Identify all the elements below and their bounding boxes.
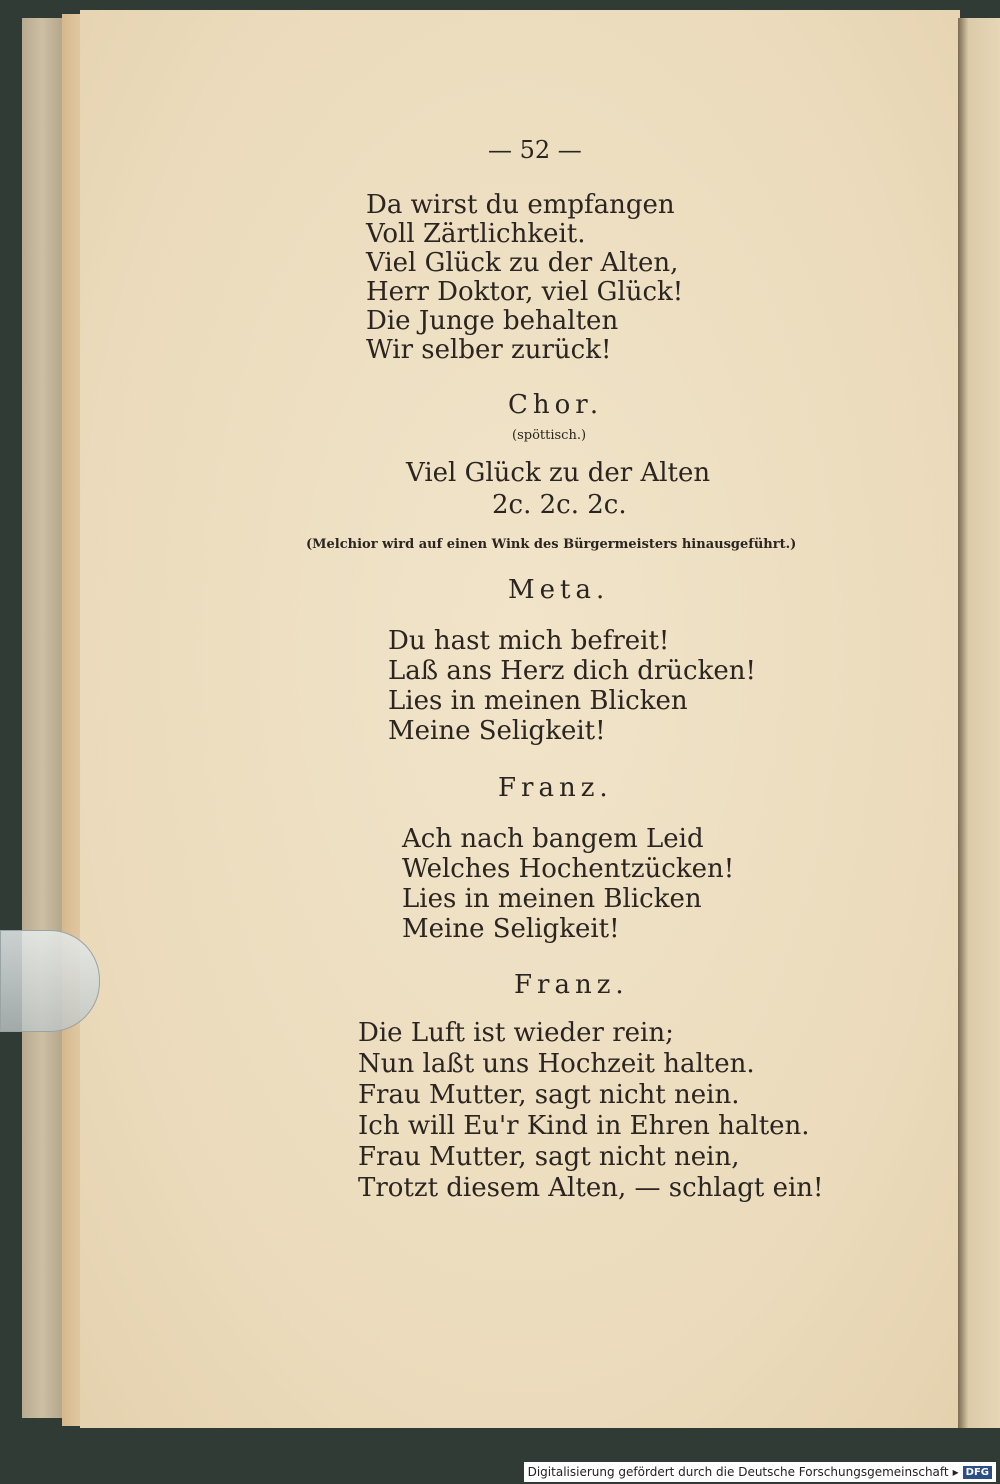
verse-line: Nun laßt uns Hochzeit halten. bbox=[358, 1049, 755, 1079]
verse-line: Viel Glück zu der Alten, bbox=[366, 248, 679, 278]
footer-text: Digitalisierung gefördert durch die Deutsche Forschungsgemeinschaft bbox=[527, 1465, 949, 1479]
page-left-edge bbox=[62, 14, 82, 1426]
speaker-heading: Franz. bbox=[514, 970, 629, 1000]
verse-line: Die Junge behalten bbox=[366, 306, 619, 336]
stage-direction: (Melchior wird auf einen Wink des Bürgermeisters hinausgeführt.) bbox=[306, 537, 797, 552]
footer-separator: ▸ bbox=[952, 1465, 959, 1479]
verse-line: Trotzt diesem Alten, — schlagt ein! bbox=[358, 1173, 824, 1203]
verse-line: Meine Seligkeit! bbox=[402, 914, 620, 944]
verse-line: Ach nach bangem Leid bbox=[402, 824, 704, 854]
verse-line: Lies in meinen Blicken bbox=[388, 686, 688, 716]
verse-line: Du hast mich befreit! bbox=[388, 626, 670, 656]
verse-line: Frau Mutter, sagt nicht nein, bbox=[358, 1142, 740, 1172]
verse-line: Welches Hochentzücken! bbox=[402, 854, 735, 884]
stage-direction: (spöttisch.) bbox=[512, 428, 587, 443]
verse-line: Frau Mutter, sagt nicht nein. bbox=[358, 1080, 740, 1110]
verse-line: Lies in meinen Blicken bbox=[402, 884, 702, 914]
verse-line: Laß ans Herz dich drücken! bbox=[388, 656, 756, 686]
verse-line: Wir selber zurück! bbox=[366, 335, 612, 365]
verse-line: Herr Doktor, viel Glück! bbox=[366, 277, 684, 307]
verse-line: Da wirst du empfangen bbox=[366, 190, 675, 220]
page-number: — 52 — bbox=[488, 136, 582, 164]
verse-line: Meine Seligkeit! bbox=[388, 716, 606, 746]
verse-line: Viel Glück zu der Alten bbox=[406, 458, 711, 488]
verse-line: 2c. 2c. 2c. bbox=[492, 490, 627, 520]
dfg-logo: DFG bbox=[963, 1466, 992, 1479]
verse-line: Die Luft ist wieder rein; bbox=[358, 1018, 674, 1048]
speaker-heading: Chor. bbox=[508, 390, 604, 420]
digitization-footer bbox=[524, 1462, 996, 1482]
page-clip bbox=[0, 930, 100, 1032]
verse-line: Voll Zärtlichkeit. bbox=[366, 219, 586, 249]
speaker-heading: Franz. bbox=[498, 773, 613, 803]
speaker-heading: Meta. bbox=[508, 575, 610, 605]
verse-line: Ich will Eu'r Kind in Ehren halten. bbox=[358, 1111, 810, 1141]
next-page-edge bbox=[958, 18, 1000, 1428]
